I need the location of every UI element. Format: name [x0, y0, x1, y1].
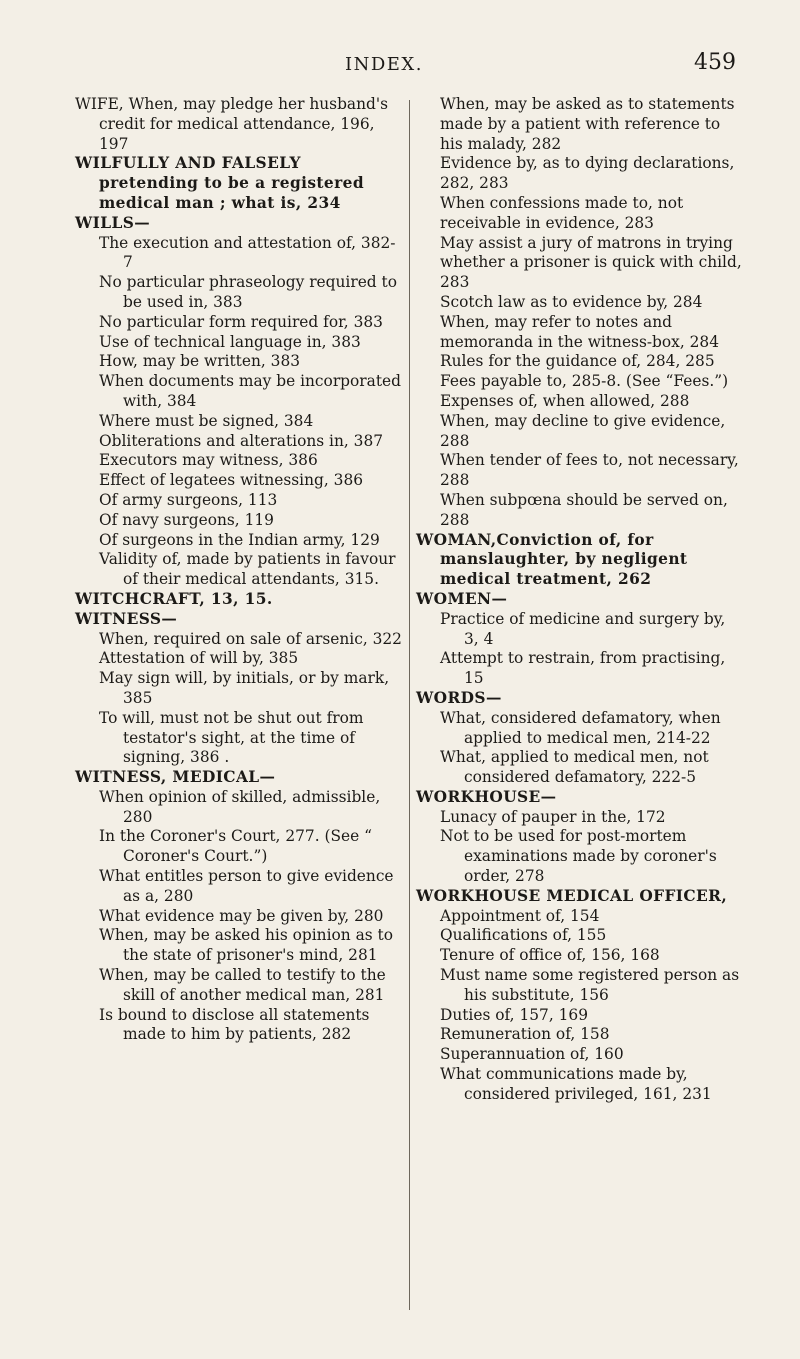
index-heading: WITNESS, MEDICAL— [75, 768, 276, 787]
index-entry: Of surgeons in the Indian army, 129 [99, 530, 380, 549]
index-entry: May sign will, by initials, or by mark, 385 [99, 669, 390, 707]
index-entry: Qualifications of, 155 [440, 926, 607, 945]
index-entry: Superannuation of, 160 [440, 1045, 624, 1064]
index-entry: When documents may be incorporated with, 384 [99, 372, 401, 410]
index-entry: Of navy surgeons, 119 [99, 510, 274, 529]
index-entry: Attestation of will by, 385 [99, 649, 299, 668]
index-entry: How, may be written, 383 [99, 352, 301, 371]
page-number: 459 [694, 50, 736, 75]
index-entry: What, considered defamatory, when applied to medical men, 214-22 [440, 708, 721, 747]
index-entry: When, may be asked his opinion as to the state of prisoner's mind, 281 [99, 926, 393, 965]
index-entry: Scotch law as to evidence by, 284 [440, 292, 703, 311]
index-entry: Is bound to disclose all statements made to him by patients, 282 [99, 1005, 370, 1044]
index-entry: Tenure of office of, 156, 168 [440, 946, 660, 965]
index-entry: Where must be signed, 384 [99, 411, 314, 430]
page-header [0, 50, 800, 80]
index-entry: What communications made by, considered privileged, 161, 231 [440, 1065, 712, 1103]
index-entry: Practice of medicine and surgery by, 3, 4 [440, 609, 726, 648]
running-title: INDEX. [345, 54, 423, 75]
index-entry: May assist a jury of matrons in trying whether a prisoner is quick with child, 283 [440, 233, 742, 292]
index-entry: In the Coroner's Court, 277. (See “ Coroner's Court.”) [99, 827, 373, 866]
index-column-right [416, 95, 742, 1105]
index-entry: When opinion of skilled, admissible, 280 [99, 787, 381, 826]
index-heading: WILFULLY AND FALSELY pretending to be a registered medical man ; what is, 234 [75, 154, 364, 212]
index-entry: What entitles person to give evidence as a, 280 [99, 867, 394, 905]
index-entry: Fees payable to, 285-8. (See “Fees.”) [440, 372, 729, 391]
index-entry: Executors may witness, 386 [99, 451, 318, 470]
index-entry: What evidence may be given by, 280 [99, 906, 384, 925]
index-heading: WORKHOUSE— [416, 787, 557, 806]
index-entry: Evidence by, as to dying declarations, 282, 283 [440, 154, 735, 193]
index-entry: Appointment of, 154 [440, 906, 600, 925]
index-entry: When, may be called to testify to the skill of another medical man, 281 [99, 966, 386, 1004]
index-entry: Validity of, made by patients in favour of their medical attendants, 315. [99, 550, 396, 589]
index-entry: Of army surgeons, 113 [99, 490, 278, 509]
index-entry: When subpœna should be served on, 288 [440, 490, 728, 529]
index-entry: Obliterations and alterations in, 387 [99, 431, 384, 450]
index-heading: WILLS— [75, 213, 151, 232]
index-entry: When, may decline to give evidence, 288 [440, 411, 726, 450]
index-entry: Effect of legatees witnessing, 386 [99, 471, 364, 490]
index-entry: What, applied to medical men, not considered defamatory, 222-5 [440, 748, 709, 787]
index-column-left [75, 95, 405, 1045]
column-divider [409, 100, 410, 1310]
index-entry: WIFE, When, may pledge her husband's credit for medical attendance, 196, 197 [75, 95, 388, 153]
index-entry: Must name some registered person as his substitute, 156 [440, 966, 740, 1004]
index-heading: WITNESS— [75, 609, 178, 628]
index-entry: When confessions made to, not receivable in evidence, 283 [440, 193, 684, 232]
index-entry: Remuneration of, 158 [440, 1025, 610, 1044]
index-entry: Duties of, 157, 169 [440, 1005, 588, 1024]
index-entry: No particular phraseology required to be used in, 383 [99, 273, 398, 311]
index-entry: To will, must not be shut out from testator's sight, at the time of signing, 386 . [99, 708, 364, 767]
index-entry: When tender of fees to, not necessary, 288 [440, 451, 739, 490]
index-entry: Not to be used for post-mortem examinations made by coroner's order, 278 [440, 827, 717, 886]
index-heading: WORKHOUSE MEDICAL OFFICER, [416, 886, 728, 905]
index-entry: When, may be asked as to statements made by a patient with reference to his malady, 282 [440, 95, 735, 153]
index-entry: Attempt to restrain, from practising, 15 [440, 649, 726, 688]
index-entry: Lunacy of pauper in the, 172 [440, 807, 666, 826]
index-entry: When, may refer to notes and memoranda in the witness-box, 284 [440, 312, 720, 351]
index-entry: Use of technical language in, 383 [99, 332, 361, 351]
index-entry: Expenses of, when allowed, 288 [440, 391, 690, 410]
index-entry: When, required on sale of arsenic, 322 [99, 629, 402, 648]
index-heading: WITCHCRAFT, 13, 15. [75, 589, 273, 608]
index-entry: No particular form required for, 383 [99, 312, 383, 331]
index-heading: WOMAN,Conviction of, for manslaughter, by negligent medical treatment, 262 [416, 530, 688, 589]
index-entry: Rules for the guidance of, 284, 285 [440, 352, 715, 371]
index-heading: WORDS— [416, 688, 502, 707]
index-heading: WOMEN— [416, 589, 508, 608]
index-entry: The execution and attestation of, 382-7 [99, 233, 396, 272]
